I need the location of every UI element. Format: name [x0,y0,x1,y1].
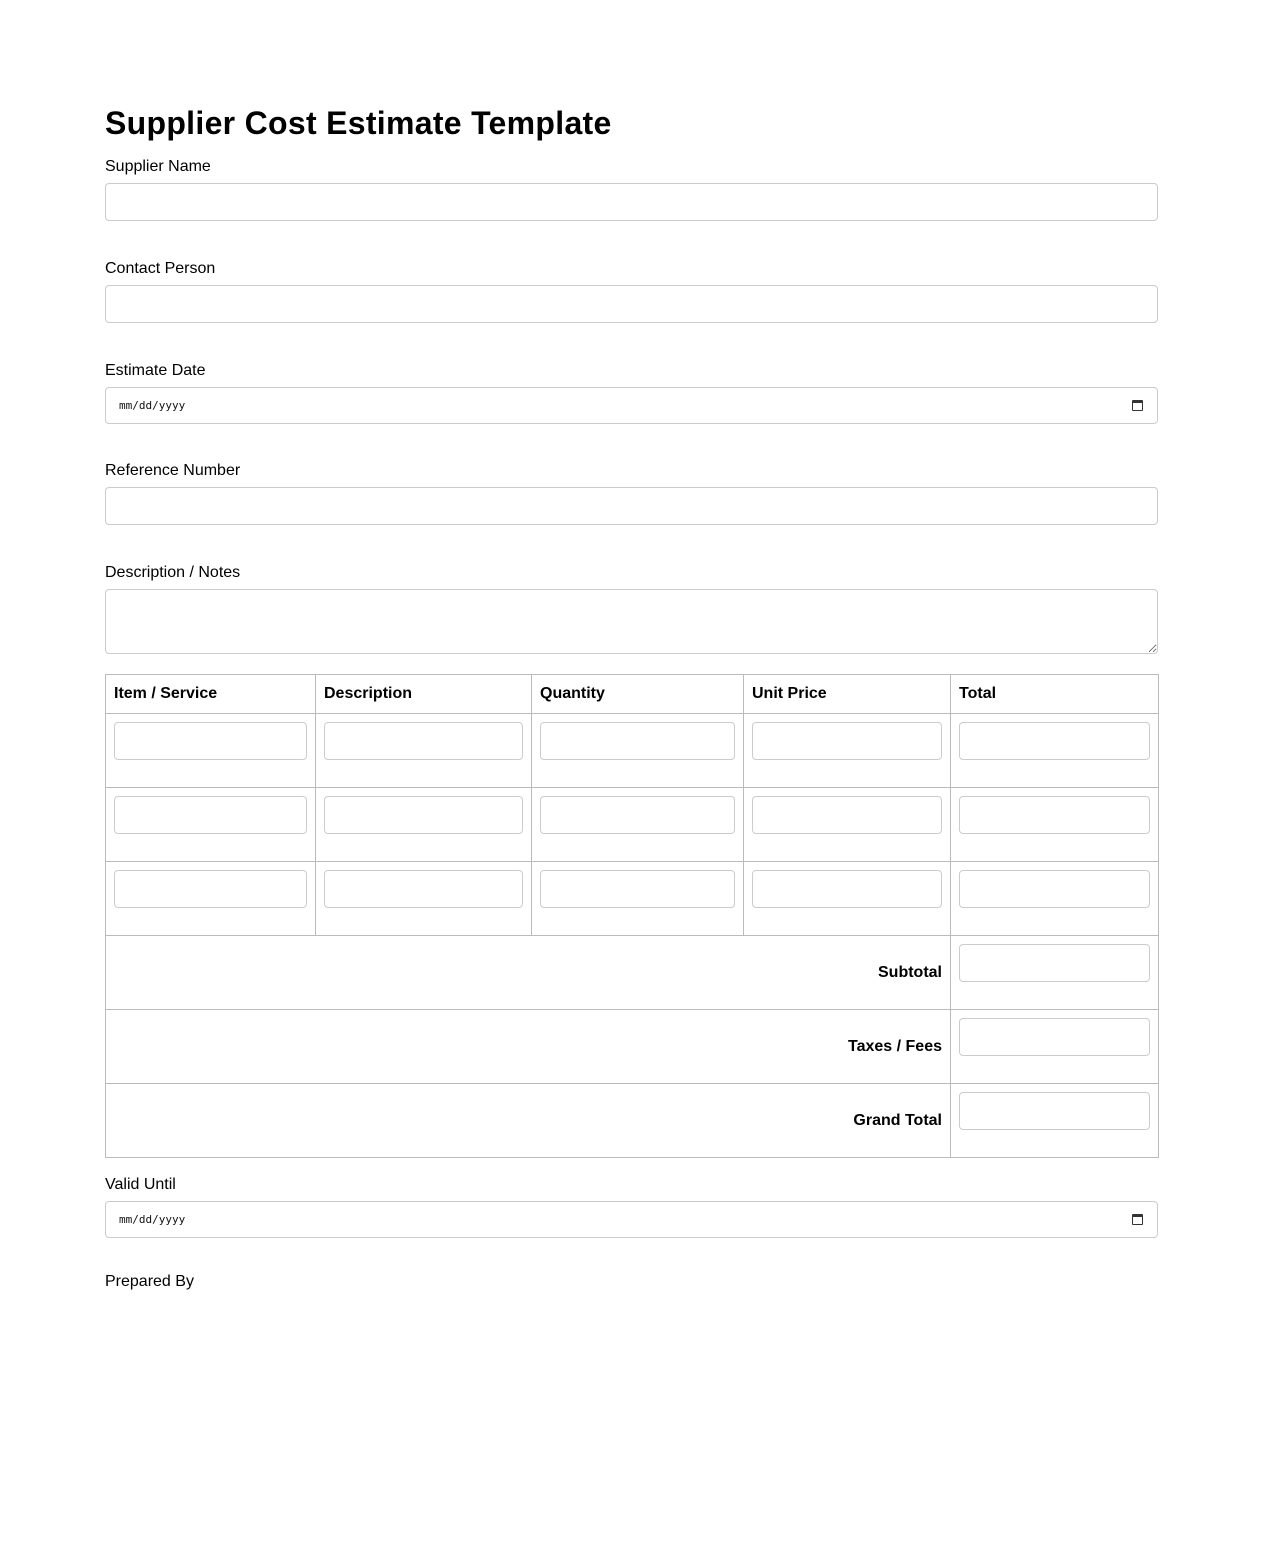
description-notes-textarea[interactable] [105,589,1158,654]
cell [532,714,744,788]
grand-total-input[interactable] [959,1092,1150,1130]
valid-until-label: Valid Until [105,1176,176,1193]
table-row [106,714,1159,788]
subtotal-row [106,936,1159,1010]
cell [532,788,744,862]
column-header-unit-price: Unit Price [744,675,951,714]
description-notes-group [105,564,1158,654]
taxes-fees-row [106,1010,1159,1084]
description-input[interactable] [324,870,523,908]
contact-person-group [105,260,1158,323]
total-input[interactable] [959,722,1150,760]
prepared-by-label: Prepared By [105,1273,194,1290]
contact-person-label: Contact Person [105,260,216,277]
supplier-name-label: Supplier Name [105,158,211,175]
grand-total-row [106,1084,1159,1158]
quantity-input[interactable] [540,870,735,908]
supplier-name-input[interactable] [105,183,1158,221]
item-service-input[interactable] [114,722,307,760]
cell [532,862,744,936]
estimate-date-placeholder: mm/dd/yyyy [119,399,186,412]
description-input[interactable] [324,796,523,834]
valid-until-placeholder: mm/dd/yyyy [119,1213,186,1226]
subtotal-input[interactable] [959,944,1150,982]
cell [316,714,532,788]
estimate-form [105,0,1158,1291]
unit-price-input[interactable] [752,796,942,834]
cell [744,714,951,788]
valid-until-input[interactable] [105,1201,1158,1238]
reference-number-group [105,462,1158,525]
cell [106,862,316,936]
total-input[interactable] [959,870,1150,908]
cell [316,788,532,862]
cell [106,714,316,788]
calendar-icon[interactable] [1132,400,1143,411]
taxes-fees-label: Taxes / Fees [106,1010,951,1084]
column-header-item-service: Item / Service [106,675,316,714]
subtotal-label: Subtotal [106,936,951,1010]
reference-number-label: Reference Number [105,462,241,479]
cell [951,936,1159,1010]
quantity-input[interactable] [540,796,735,834]
column-header-description: Description [316,675,532,714]
valid-until-group [105,1176,1158,1238]
items-table [105,674,1159,1158]
cell [951,862,1159,936]
estimate-date-input[interactable] [105,387,1158,424]
calendar-icon[interactable] [1132,1214,1143,1225]
cell [951,788,1159,862]
page-title: Supplier Cost Estimate Template [105,105,612,141]
taxes-fees-input[interactable] [959,1018,1150,1056]
description-input[interactable] [324,722,523,760]
column-header-quantity: Quantity [532,675,744,714]
table-row [106,788,1159,862]
cell [744,862,951,936]
cell [951,1010,1159,1084]
grand-total-label: Grand Total [106,1084,951,1158]
cell [744,788,951,862]
contact-person-input[interactable] [105,285,1158,323]
estimate-date-label: Estimate Date [105,362,206,379]
cell [951,1084,1159,1158]
cell [951,714,1159,788]
cell [316,862,532,936]
item-service-input[interactable] [114,796,307,834]
estimate-date-group [105,362,1158,424]
total-input[interactable] [959,796,1150,834]
quantity-input[interactable] [540,722,735,760]
supplier-name-group [105,158,1158,221]
unit-price-input[interactable] [752,722,942,760]
item-service-input[interactable] [114,870,307,908]
table-header-row [106,675,1159,714]
column-header-total: Total [951,675,1159,714]
cell [106,788,316,862]
reference-number-input[interactable] [105,487,1158,525]
table-row [106,862,1159,936]
unit-price-input[interactable] [752,870,942,908]
description-notes-label: Description / Notes [105,564,241,581]
